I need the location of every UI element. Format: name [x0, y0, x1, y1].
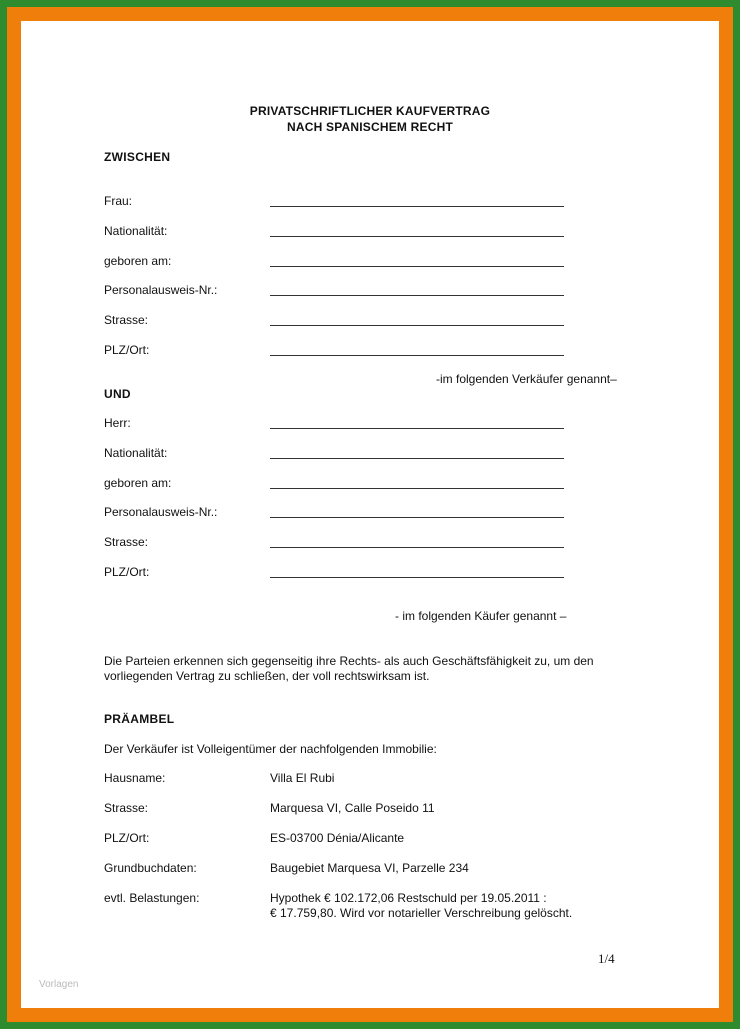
- buyer-field-blank: [270, 428, 564, 429]
- buyer-field-label: PLZ/Ort:: [104, 565, 150, 579]
- buyer-heading: UND: [104, 387, 131, 401]
- seller-field-label: Strasse:: [104, 313, 149, 327]
- property-label: PLZ/Ort:: [104, 831, 150, 845]
- watermark-text: Vorlagen: [39, 979, 79, 990]
- preamble-heading: PRÄAMBEL: [104, 712, 175, 726]
- property-value: Marquesa VI, Calle Poseido 11: [270, 801, 435, 815]
- seller-heading: ZWISCHEN: [104, 150, 171, 164]
- seller-field-label: geboren am:: [104, 254, 172, 268]
- seller-field-label: PLZ/Ort:: [104, 343, 150, 357]
- seller-field-blank: [270, 206, 564, 207]
- property-label: Strasse:: [104, 801, 149, 815]
- buyer-field-blank: [270, 547, 564, 548]
- seller-field-blank: [270, 325, 564, 326]
- seller-field-label: Nationalität:: [104, 224, 168, 238]
- seller-field-blank: [270, 355, 564, 356]
- parties-paragraph: Die Parteien erkennen sich gegenseitig ihre Rechts- als auch Geschäftsfähigkeit zu, um den vorliegenden Vertrag zu schließen, der voll rechtswirksam ist.: [104, 654, 594, 683]
- buyer-field-label: Strasse:: [104, 535, 149, 549]
- seller-field-label: Frau:: [104, 194, 133, 208]
- property-value: Baugebiet Marquesa VI, Parzelle 234: [270, 861, 469, 875]
- buyer-field-label: Herr:: [104, 416, 131, 430]
- property-value: Villa El Rubi: [270, 771, 335, 785]
- property-value: Hypothek € 102.172,06 Restschuld per 19.05.2011 :: [270, 891, 547, 905]
- buyer-field-label: Personalausweis-Nr.:: [104, 505, 218, 519]
- buyer-field-blank: [270, 517, 564, 518]
- property-label: evtl. Belastungen:: [104, 891, 200, 905]
- page-number: 1/4: [598, 951, 615, 966]
- property-value-continued: € 17.759,80. Wird vor notarieller Verschreibung gelöscht.: [270, 906, 573, 920]
- seller-field-label: Personalausweis-Nr.:: [104, 283, 218, 297]
- title-line-2: NACH SPANISCHEM RECHT: [287, 120, 453, 134]
- buyer-field-blank: [270, 488, 564, 489]
- seller-field-blank: [270, 295, 564, 296]
- property-label: Grundbuchdaten:: [104, 861, 197, 875]
- title-line-1: PRIVATSCHRIFTLICHER KAUFVERTRAG: [249, 104, 491, 118]
- property-label: Hausname:: [104, 771, 166, 785]
- property-value: ES-03700 Dénia/Alicante: [270, 831, 405, 845]
- buyer-field-blank: [270, 458, 564, 459]
- buyer-field-label: Nationalität:: [104, 446, 168, 460]
- seller-field-blank: [270, 236, 564, 237]
- seller-field-blank: [270, 266, 564, 267]
- buyer-field-blank: [270, 577, 564, 578]
- seller-designation-note: -im folgenden Verkäufer genannt–: [436, 372, 617, 386]
- preamble-intro: Der Verkäufer ist Volleigentümer der nachfolgenden Immobilie:: [104, 742, 437, 756]
- buyer-designation-note: - im folgenden Käufer genannt –: [395, 609, 567, 623]
- buyer-field-label: geboren am:: [104, 476, 172, 490]
